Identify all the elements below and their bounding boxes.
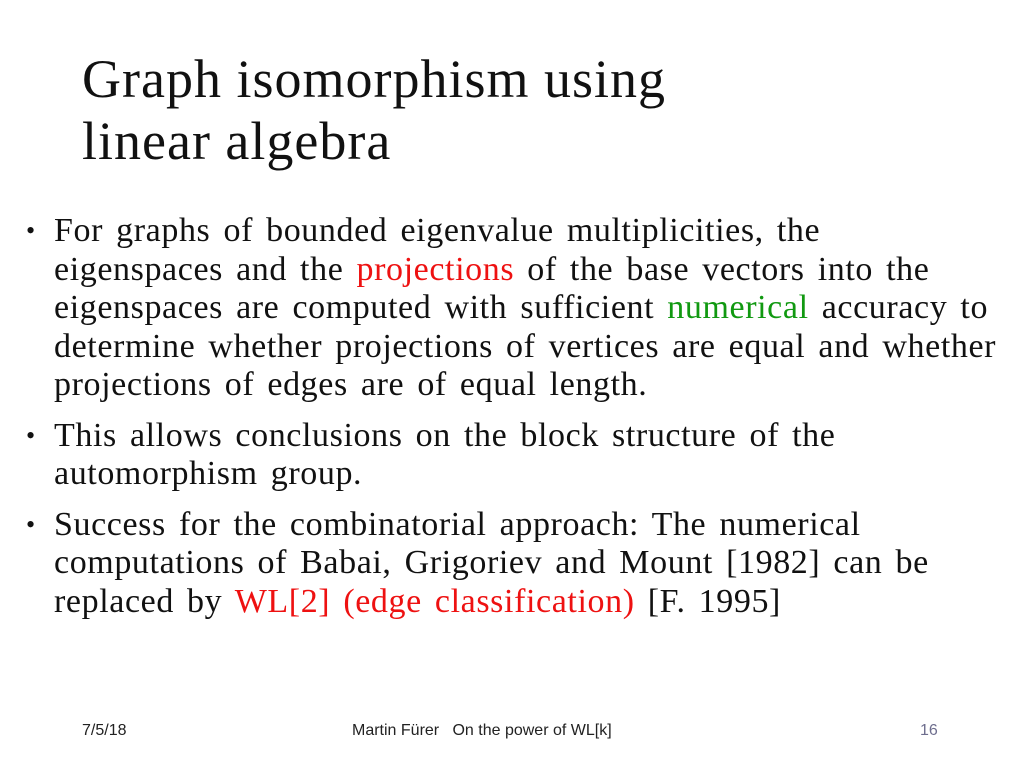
bullet-dot-icon: •	[26, 420, 36, 450]
bullet-1-text-a: For graphs of bounded eigenvalue multiplicities, the eigenspaces and the	[54, 212, 821, 288]
bullet-item-1	[22, 212, 1002, 405]
footer-date: 7/5/18	[82, 722, 127, 739]
slide-title	[82, 48, 962, 172]
bullet-dot-icon: •	[26, 509, 36, 539]
bullet-1-text-b: of the base vectors into the eigenspaces are computed with sufficient	[54, 250, 930, 326]
bullet-item-2	[22, 417, 1002, 494]
title-line-2: linear algebra	[82, 111, 392, 171]
highlight-projections: projections	[356, 250, 515, 288]
bullet-3-text-b: [F. 1995]	[634, 582, 781, 620]
footer-presentation-info: Martin Fürer On the power of WL[k]	[352, 722, 612, 739]
footer-page-number: 16	[920, 722, 938, 739]
highlight-numerical: numerical	[667, 289, 809, 326]
bullet-dot-icon: •	[26, 216, 36, 245]
highlight-wl2: WL[2] (edge classification)	[234, 582, 635, 620]
bullet-2-text: This allows conclusions on the block structure of the automorphism group.	[54, 416, 836, 492]
bullet-3-text-a: Success for the combinatorial approach: The numerical computations of Babai, Grigoriev and Mount [1982] can be replaced by	[54, 505, 929, 620]
bullet-list	[22, 212, 1002, 621]
title-line-1: Graph isomorphism using	[82, 49, 666, 109]
bullet-1-text-c: accuracy to determine whether projections of vertices are equal and whether projections of edges are of equal length.	[54, 289, 997, 403]
bullet-item-3	[22, 506, 1002, 622]
